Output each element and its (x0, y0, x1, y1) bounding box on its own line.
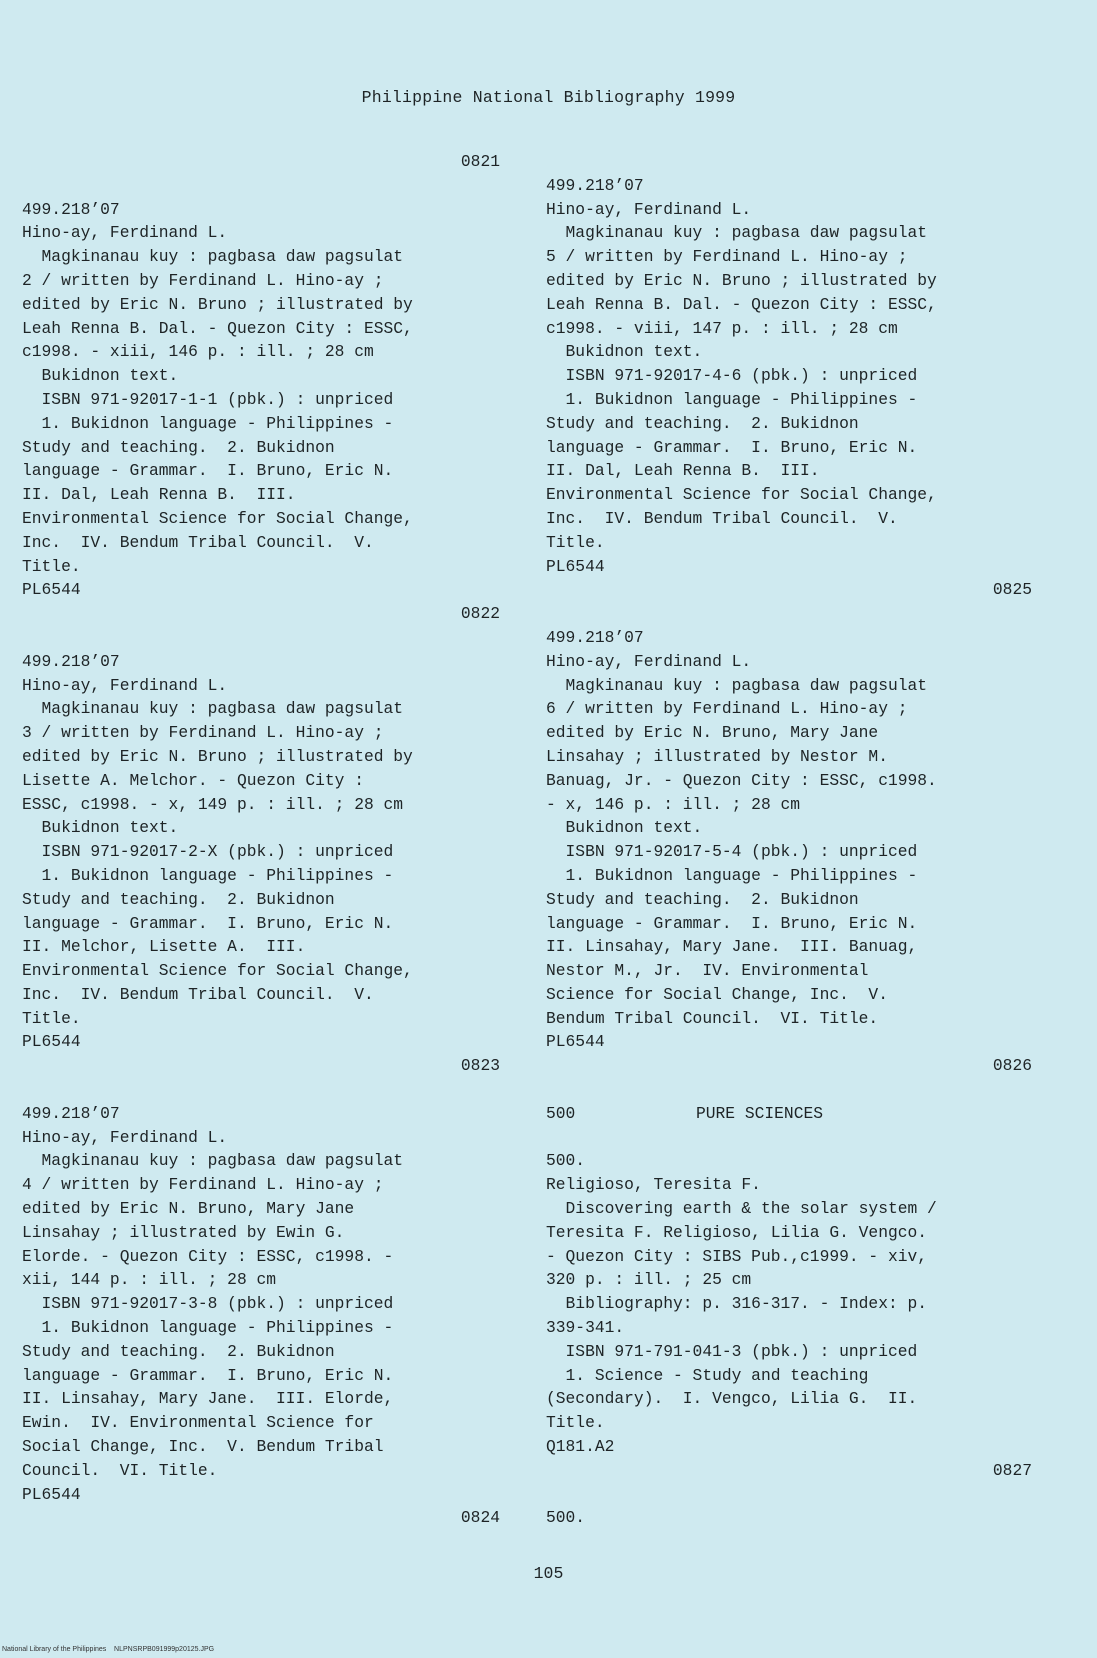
record-line: Nestor M., Jr. IV. Environmental (546, 961, 869, 981)
record-line: Title. (22, 556, 81, 576)
record-line: Magkinanau kuy : pagbasa daw pagsulat (22, 247, 404, 267)
record-line: 4 / written by Ferdinand L. Hino-ay ; (22, 1175, 384, 1195)
record-line: 339-341. (546, 1318, 625, 1338)
record-line: II. Melchor, Lisette A. III. (22, 937, 306, 957)
record-line: edited by Eric N. Bruno ; illustrated by (546, 270, 937, 290)
record-line: Bibliography: p. 316-317. - Index: p. (546, 1294, 928, 1314)
record-line: Environmental Science for Social Change, (22, 508, 413, 528)
record-line: PL6544 (546, 556, 605, 576)
record-line: Science for Social Change, Inc. V. (546, 984, 888, 1004)
record-line: PL6544 (22, 1484, 81, 1504)
blank-line (22, 1078, 500, 1102)
section-heading (546, 1102, 1032, 1126)
record-line: Study and teaching. 2. Bukidnon (546, 889, 859, 909)
record-line: xii, 144 p. : ill. ; 28 cm (22, 1270, 277, 1290)
record-line: Magkinanau kuy : pagbasa daw pagsulat (546, 223, 928, 243)
record-line: Hino-ay, Ferdinand L. (546, 199, 752, 219)
record-line: 6 / written by Ferdinand L. Hino-ay ; (546, 699, 908, 719)
record-line: II. Linsahay, Mary Jane. III. Banuag, (546, 937, 918, 957)
record-line: ISBN 971-92017-1-1 (pbk.) : unpriced (22, 389, 394, 409)
record-line: c1998. - viii, 147 p. : ill. ; 28 cm (546, 318, 898, 338)
record-line: language - Grammar. I. Bruno, Eric N. (546, 437, 918, 457)
record-line: 499.218’07 (22, 651, 120, 671)
record-line: edited by Eric N. Bruno ; illustrated by (22, 746, 413, 766)
record-line: Inc. IV. Bendum Tribal Council. V. (22, 984, 374, 1004)
record-line: Q181.A2 (546, 1437, 615, 1457)
record-line: Linsahay ; illustrated by Ewin G. (22, 1222, 345, 1242)
record-line: Elorde. - Quezon City : ESSC, c1998. - (22, 1246, 394, 1266)
record-line: Study and teaching. 2. Bukidnon (22, 1341, 335, 1361)
record-line: c1998. - xiii, 146 p. : ill. ; 28 cm (22, 342, 374, 362)
record-line: edited by Eric N. Bruno, Mary Jane (22, 1199, 355, 1219)
record-line: Lisette A. Melchor. - Quezon City : (22, 770, 364, 790)
blank-line (22, 174, 500, 198)
record-line: Ewin. IV. Environmental Science for (22, 1413, 374, 1433)
blank-line (546, 150, 1032, 174)
record-line: 2 / written by Ferdinand L. Hino-ay ; (22, 270, 384, 290)
record-line: ISBN 971-92017-3-8 (pbk.) : unpriced (22, 1294, 394, 1314)
blank-line (22, 626, 500, 650)
record-line: Study and teaching. 2. Bukidnon (22, 889, 335, 909)
record-line: PL6544 (22, 1032, 81, 1052)
entry-number: 0822 (460, 604, 500, 624)
page-number: 105 (533, 1564, 564, 1583)
record-line: Social Change, Inc. V. Bendum Tribal (22, 1437, 384, 1457)
record-line: 1. Bukidnon language - Philippines - (22, 865, 394, 885)
record-line: 499.218’07 (546, 627, 644, 647)
record-line: Bukidnon text. (22, 366, 179, 386)
record-line: Council. VI. Title. (22, 1460, 218, 1480)
record-line: 320 p. : ill. ; 25 cm (546, 1270, 752, 1290)
record-line: Title. (546, 532, 605, 552)
record-line: Discovering earth & the solar system / (546, 1199, 937, 1219)
record-line: language - Grammar. I. Bruno, Eric N. (22, 913, 394, 933)
record-line: (Secondary). I. Vengco, Lilia G. II. (546, 1389, 918, 1409)
entry-number: 0825 (992, 580, 1032, 600)
record-line: Bukidnon text. (22, 818, 179, 838)
record-line: Environmental Science for Social Change, (546, 485, 937, 505)
record-line: Inc. IV. Bendum Tribal Council. V. (546, 508, 898, 528)
record-line: II. Dal, Leah Renna B. III. (22, 485, 296, 505)
record-line: 1. Bukidnon language - Philippines - (546, 389, 918, 409)
entry-number: 0823 (460, 1056, 500, 1076)
blank-line (546, 1126, 1032, 1150)
record-line: Environmental Science for Social Change, (22, 961, 413, 981)
record-line: Teresita F. Religioso, Lilia G. Vengco. (546, 1222, 928, 1242)
record-line: PL6544 (22, 580, 81, 600)
right-column (546, 150, 1032, 1530)
record-line: language - Grammar. I. Bruno, Eric N. (546, 913, 918, 933)
record-line: language - Grammar. I. Bruno, Eric N. (22, 461, 394, 481)
record-line: Bendum Tribal Council. VI. Title. (546, 1008, 879, 1028)
entry-number: 0824 (460, 1508, 500, 1528)
record-line: Magkinanau kuy : pagbasa daw pagsulat (22, 699, 404, 719)
record-line: ISBN 971-92017-4-6 (pbk.) : unpriced (546, 366, 918, 386)
record-line: 1. Science - Study and teaching (546, 1365, 869, 1385)
record-line: II. Linsahay, Mary Jane. III. Elorde, (22, 1389, 394, 1409)
record-line: 499.218’07 (22, 1103, 120, 1123)
record-line: Leah Renna B. Dal. - Quezon City : ESSC, (22, 318, 413, 338)
record-line: edited by Eric N. Bruno, Mary Jane (546, 723, 879, 743)
record-line: Hino-ay, Ferdinand L. (22, 675, 228, 695)
record-line: 3 / written by Ferdinand L. Hino-ay ; (22, 723, 384, 743)
record-line: 500. (546, 1508, 586, 1528)
record-line: ISBN 971-92017-5-4 (pbk.) : unpriced (546, 842, 918, 862)
record-line: language - Grammar. I. Bruno, Eric N. (22, 1365, 394, 1385)
record-line: PL6544 (546, 1032, 605, 1052)
blank-line (546, 602, 1032, 626)
section-code: 500 (546, 1103, 576, 1123)
record-line: ISBN 971-791-041-3 (pbk.) : unpriced (546, 1341, 918, 1361)
record-line: 500. (546, 1151, 586, 1171)
record-line: Religioso, Teresita F. (546, 1175, 761, 1195)
record-line: 1. Bukidnon language - Philippines - (22, 413, 394, 433)
record-line: Leah Renna B. Dal. - Quezon City : ESSC, (546, 294, 937, 314)
record-line: - x, 146 p. : ill. ; 28 cm (546, 794, 801, 814)
record-line: Hino-ay, Ferdinand L. (546, 651, 752, 671)
entry-number: 0827 (992, 1460, 1032, 1480)
record-line: Magkinanau kuy : pagbasa daw pagsulat (22, 1151, 404, 1171)
record-line: Magkinanau kuy : pagbasa daw pagsulat (546, 675, 928, 695)
record-line: Title. (22, 1008, 81, 1028)
record-line: Hino-ay, Ferdinand L. (22, 223, 228, 243)
record-line: Hino-ay, Ferdinand L. (22, 1127, 228, 1147)
record-line: - Quezon City : SIBS Pub.,c1999. - xiv, (546, 1246, 928, 1266)
record-line: Title. (546, 1413, 605, 1433)
record-line: edited by Eric N. Bruno ; illustrated by (22, 294, 413, 314)
record-line: ESSC, c1998. - x, 149 p. : ill. ; 28 cm (22, 794, 404, 814)
left-column (22, 150, 500, 1530)
record-line: 1. Bukidnon language - Philippines - (22, 1318, 394, 1338)
record-line: 499.218’07 (546, 175, 644, 195)
section-label: PURE SCIENCES (696, 1103, 824, 1123)
record-line: ISBN 971-92017-2-X (pbk.) : unpriced (22, 842, 394, 862)
record-line: Bukidnon text. (546, 342, 703, 362)
record-line: Inc. IV. Bendum Tribal Council. V. (22, 532, 374, 552)
blank-line (546, 1078, 1032, 1102)
record-line: 1. Bukidnon language - Philippines - (546, 865, 918, 885)
record-line: 499.218’07 (22, 199, 120, 219)
record-line: Bukidnon text. (546, 818, 703, 838)
page-title: Philippine National Bibliography 1999 (361, 88, 736, 107)
record-line: II. Dal, Leah Renna B. III. (546, 461, 820, 481)
record-line: Linsahay ; illustrated by Nestor M. (546, 746, 888, 766)
entry-number: 0826 (992, 1056, 1032, 1076)
record-line: Banuag, Jr. - Quezon City : ESSC, c1998. (546, 770, 937, 790)
record-line: Study and teaching. 2. Bukidnon (546, 413, 859, 433)
record-line: 5 / written by Ferdinand L. Hino-ay ; (546, 247, 908, 267)
record-line: Study and teaching. 2. Bukidnon (22, 437, 335, 457)
scan-footer: National Library of the Philippines NLPNSRPB091999p20125.JPG (2, 1646, 215, 1653)
blank-line (546, 1483, 1032, 1507)
entry-number: 0821 (460, 152, 500, 171)
